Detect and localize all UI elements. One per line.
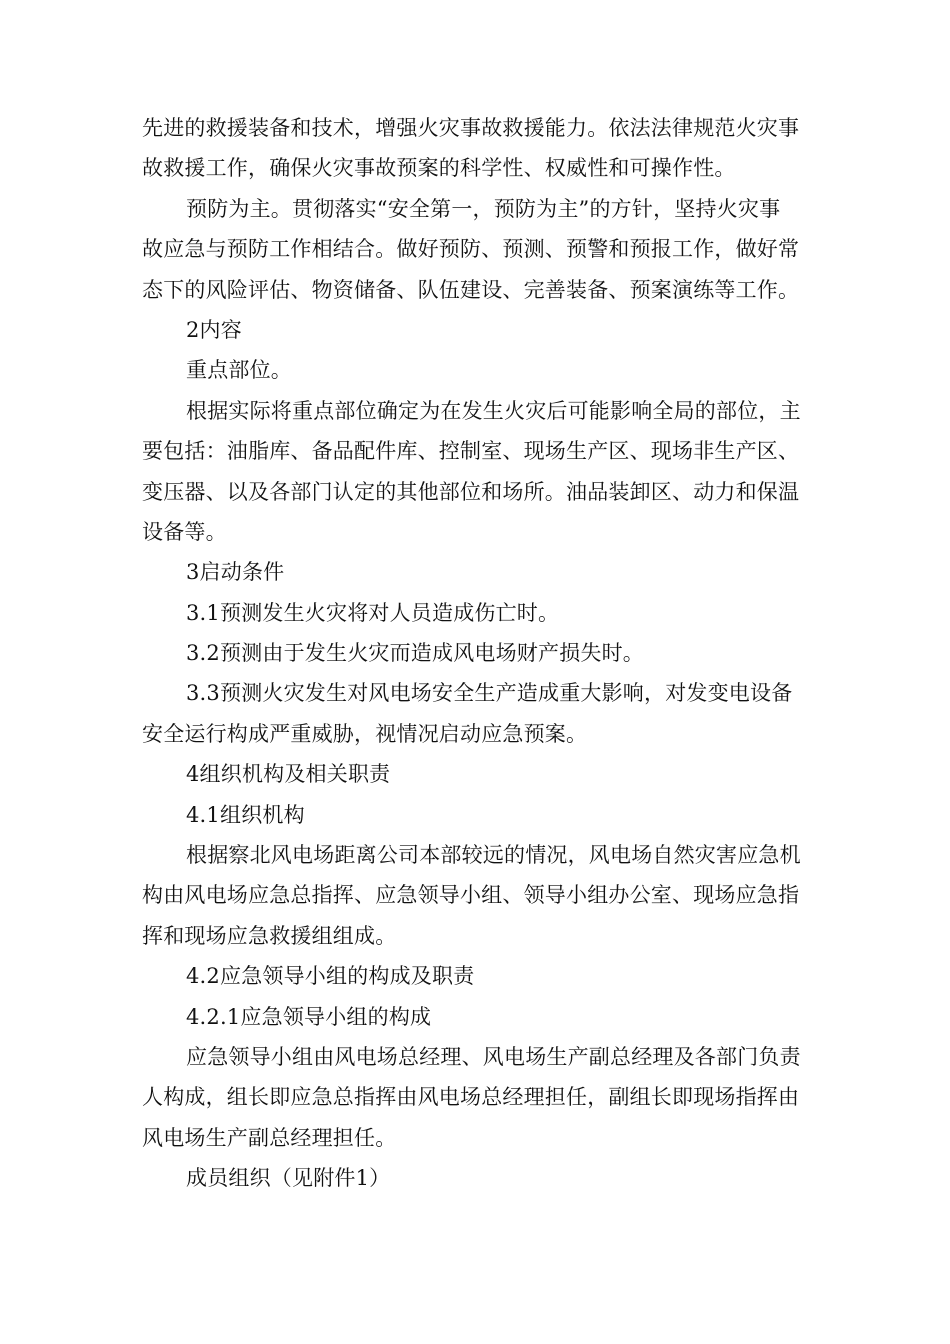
text-line: 故应急与预防工作相结合。做好预防、预测、预警和预报工作，做好常 [142,237,800,262]
text-line: 要包括：油脂库、备品配件库、控制室、现场生产区、现场非生产区、 [142,439,800,464]
document-body [142,108,818,1199]
text-line: 2内容 [186,317,242,342]
text-line: 风电场生产副总经理担任。 [142,1125,397,1150]
text-line: 成员组织（见附件1） [186,1166,391,1191]
text-line: 3.3预测火灾发生对风电场安全生产造成重大影响，对发变电设备 [186,681,793,706]
text-line: 重点部位。 [186,358,292,383]
text-line: 4.2应急领导小组的构成及职责 [186,964,475,989]
text-line: 根据察北风电场距离公司本部较远的情况，风电场自然灾害应急机 [186,843,801,868]
text-line: 4组织机构及相关职责 [186,762,391,787]
text-line: 应急领导小组由风电场总经理、风电场生产副总经理及各部门负责 [186,1044,801,1069]
text-line: 4.2.1应急领导小组的构成 [186,1004,432,1029]
text-line: 人构成，组长即应急总指挥由风电场总经理担任，副组长即现场指挥由 [142,1085,800,1110]
text-line: 故救援工作，确保火灾事故预案的科学性、权威性和可操作性。 [142,156,736,181]
text-line: 4.1组织机构 [186,802,305,827]
text-line: 先进的救援装备和技术，增强火灾事故救援能力。依法法律规范火灾事 [142,116,800,140]
text-line: 变压器、以及各部门认定的其他部位和场所。油品装卸区、动力和保温 [142,479,800,504]
text-line: 根据实际将重点部位确定为在发生火灾后可能影响全局的部位，主 [186,398,801,423]
text-line: 构由风电场应急总指挥、应急领导小组、领导小组办公室、现场应急指 [142,883,800,908]
text-line: 挥和现场应急救援组组成。 [142,923,397,948]
text-line: 3.2预测由于发生火灾而造成风电场财产损失时。 [186,641,644,666]
text-line: 安全运行构成严重威胁，视情况启动应急预案。 [142,721,588,746]
text-line: 预防为主。贯彻落实“安全第一，预防为主”的方针，坚持火灾事 [186,196,781,221]
text-line: 态下的风险评估、物资储备、队伍建设、完善装备、预案演练等工作。 [142,277,800,302]
text-line: 设备等。 [142,519,227,544]
text-line: 3.1预测发生火灾将对人员造成伤亡时。 [186,600,560,625]
text-line: 3启动条件 [186,560,285,585]
